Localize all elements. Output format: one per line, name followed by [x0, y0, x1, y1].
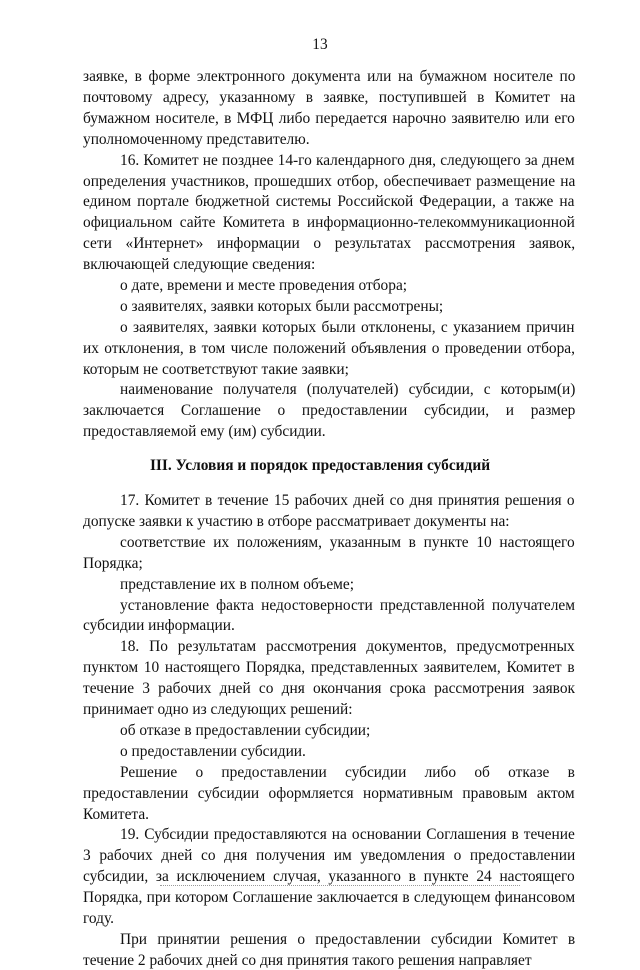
- text-line: об отказе в предоставлении субсидии;: [120, 722, 371, 739]
- text-line: 17. Комитет в течение 15 рабочих дней со дня принятия решения о: [120, 492, 575, 509]
- text-line: о дате, времени и месте проведения отбора;: [120, 277, 408, 294]
- scan-artifact-line: [160, 885, 520, 886]
- text-line: официальном сайте Комитета в информационно-телекоммуникационной: [83, 214, 575, 231]
- text-line: заявке, в форме электронного документа или на бумажном носителе по: [83, 68, 576, 85]
- text-line: году.: [83, 910, 115, 927]
- text-line: Комитета.: [83, 806, 150, 823]
- text-line: едином портале бюджетной системы Российской Федерации, а также на: [83, 193, 575, 210]
- text-line: о предоставлении субсидии.: [120, 743, 306, 760]
- text-line: пунктом 10 настоящего Порядка, представленных заявителем, Комитет в: [83, 659, 575, 676]
- text-line: субсидии, за исключением случая, указанного в пункте 24 настоящего: [83, 868, 575, 885]
- text-line: заключается Соглашение о предоставлении субсидии, и размер: [83, 402, 576, 419]
- text-line: Решение о предоставлении субсидии либо об отказе в: [120, 764, 575, 781]
- text-line: течение 3 рабочих дней со дня окончания срока рассмотрения заявок: [83, 680, 575, 697]
- text-line: принимает одно из следующих решений:: [83, 701, 353, 718]
- text-line: допуске заявки к участию в отборе рассматривает документы на:: [83, 513, 510, 530]
- text-line: сети «Интернет» информации о результатах рассмотрения заявок,: [83, 235, 576, 252]
- text-line: 19. Субсидии предоставляются на основании Соглашения в течение: [120, 826, 575, 843]
- text-line: представление их в полном объеме;: [120, 576, 355, 593]
- text-line: Порядка;: [83, 555, 143, 572]
- text-line: установление факта недостоверности представленной получателем: [120, 597, 575, 614]
- text-line: бумажном носителе, в МФЦ либо передается нарочно заявителю или его: [83, 110, 575, 127]
- text-line: 18. По результатам рассмотрения документов, предусмотренных: [120, 638, 575, 655]
- text-line: которым не соответствуют такие заявки;: [83, 361, 349, 378]
- text-line: наименование получателя (получателей) субсидии, с которым(и): [120, 381, 576, 398]
- text-line: 16. Комитет не позднее 14-го календарного дня, следующего за днем: [120, 152, 575, 169]
- text-line: уполномоченному представителю.: [83, 131, 310, 148]
- text-line: предоставляемой ему (им) субсидии.: [83, 423, 326, 440]
- text-line: их отклонения, в том числе положений объявления о проведении отбора,: [83, 340, 575, 357]
- text-line: течение 2 рабочих дней со дня принятия такого решения направляет: [83, 952, 532, 969]
- text-line: о заявителях, заявки которых были рассмотрены;: [120, 298, 444, 315]
- text-line: соответствие их положениям, указанным в пункте 10 настоящего: [120, 534, 575, 551]
- text-line: Порядка, при котором Соглашение заключается в следующем финансовом: [83, 889, 576, 906]
- page-number: 13: [312, 36, 328, 53]
- text-line: предоставлении субсидии оформляется нормативным правовым актом: [83, 785, 575, 802]
- text-line: почтовому адресу, указанному в заявке, поступившей в Комитет на: [83, 89, 576, 106]
- text-line: о заявителях, заявки которых были отклонены, с указанием причин: [120, 319, 575, 336]
- text-line: При принятии решения о предоставлении субсидии Комитет в: [120, 931, 576, 948]
- text-line: субсидии информации.: [83, 617, 235, 634]
- text-line: определения участников, прошедших отбор, обеспечивает размещение на: [83, 173, 576, 190]
- text-line: включающей следующие сведения:: [83, 256, 316, 273]
- text-line: 3 рабочих дней со дня получения им уведомления о предоставлении: [83, 847, 576, 864]
- section-heading: III. Условия и порядок предоставления субсидий: [149, 457, 491, 474]
